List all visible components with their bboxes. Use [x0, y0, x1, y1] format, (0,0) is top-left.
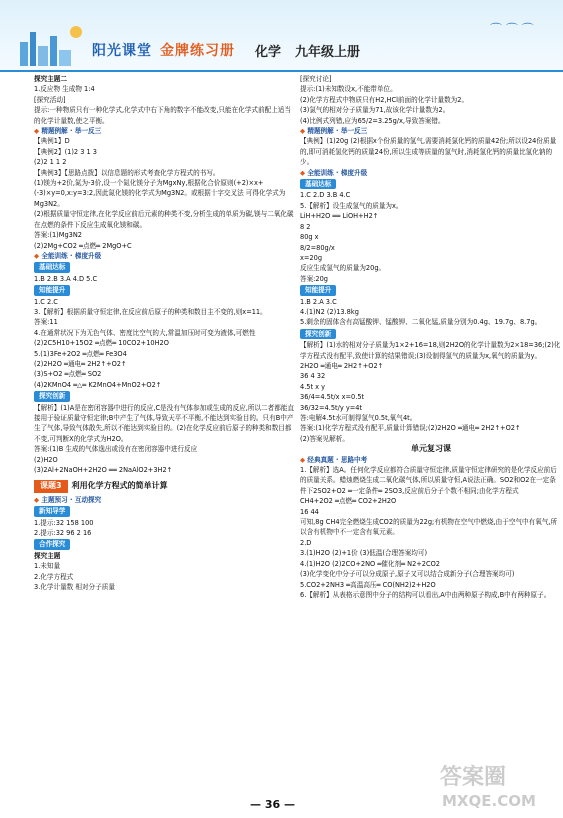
right-line: CH4+2O2 ═点燃═ CO2+2H2O: [300, 497, 397, 506]
right-line: 答案:(1)化学方程式没有配平,质量计算错误;(2)2H2O ═通电═ 2H2↑+O2↑: [300, 424, 521, 433]
right-line: 答案:20g: [300, 274, 328, 283]
page-number: — 36 —: [250, 798, 295, 811]
left-line: 【典例2】(1)2 3 1 3: [34, 147, 97, 156]
left-column: [34, 74, 296, 593]
watermark-logo: [440, 760, 558, 816]
subsection-bar: 合作探究: [34, 539, 70, 549]
lesson-title: 利用化学方程式的简单计算: [71, 481, 168, 491]
subject-label: 化学: [255, 45, 282, 60]
birds-icon: ⌒ ⌒ ⌒: [490, 22, 534, 36]
right-column: [300, 74, 562, 600]
section-heading: ◆ 全能训练 · 梯度升级: [34, 251, 296, 261]
subsection-bar: 探究创新: [300, 329, 336, 339]
left-line: 答案:11: [34, 318, 58, 327]
section-heading: ◆ 精题例解 · 举一反三: [34, 126, 296, 136]
left-line: [探究活动]: [34, 95, 66, 104]
brand-series: 金牌练习册: [160, 43, 235, 59]
left-line: 2.提示:32 96 2 16: [34, 529, 92, 538]
right-line: 1.C 2.D 3.B 4.C: [300, 191, 351, 200]
right-line: x=20g: [300, 253, 323, 262]
left-line: (2)2 1 1 2: [34, 158, 67, 167]
right-line: 5.【解析】设生成氢气的质量为x。: [300, 201, 403, 210]
right-line: 4.(1)H2O (2)2CO+2NO ═催化剂═ N2+2CO2: [300, 559, 440, 568]
right-line: 3.(1)H2O (2)+1价 (3)低温(合理答案均可): [300, 549, 428, 558]
book-title: [255, 41, 374, 60]
right-line: 16 44: [300, 507, 319, 516]
lesson-badge: 课题3: [34, 480, 68, 492]
left-line: 【解析】(1)A是在密闭容器中进行的反应,C是没有气体参加或生成的反应,所以二者都能直接用于验证质量守恒定律;B中产生了气体,导致天平不平衡,不能达到实验目的。只有B中产生了气体,导致气体散失,所以不能达到实验目的。(2)在化学反应前后原子的种类和数目都不变,可判断X的化学式为H2O。: [34, 403, 295, 443]
right-line: 2.D: [300, 538, 312, 547]
right-line: 1.B 2.A 3.C: [300, 297, 337, 306]
right-line: 6.【解析】从表格示意图中分子的结构可以看出,A中由两种原子构成,B中有两种原子。: [300, 590, 551, 599]
page-header: [0, 0, 563, 72]
right-line: (2)化学方程式中物质只有H2,HCl前面的化学计量数为2。: [300, 95, 469, 104]
grade-label: 九年级上册: [295, 45, 361, 60]
right-line: 4.(1)N2 (2)13.8kg: [300, 307, 359, 316]
right-line: 答:电解4.5t水可制得氢气0.5t,氧气4t。: [300, 414, 417, 422]
right-line: 【解析】(1)水的相对分子质量为1×2+16=18,则2H2O的化学计量数为2×18=36;(2)化学方程式没有配平,致使计算的结果错误;(3)设制得氢气的质量为x,氧气的质量为y。: [300, 341, 561, 360]
left-line: (1)镁为+2价,氮为-3价,设一个氮化镁分子为MgxNy,根据化合价原则(+2)×x+(-3)×y=0,x:y=3:2,因此氮化镁的化学式为Mg3N2。或根据十字交叉法 可得化学式为Mg3N2。: [34, 179, 286, 208]
left-line: 3.【解析】根据质量守恒定律,在反应前后原子的种类和数目主不变的,则x=11。: [34, 307, 267, 316]
left-line: (2)2Mg+CO2 ═点燃═ 2MgO+C: [34, 241, 132, 250]
left-line: 答案:(1)Mg3N2: [34, 231, 82, 240]
section-heading: ◆ 精题例解 · 举一反三: [300, 126, 562, 136]
subsection-bar: 知能提升: [34, 285, 70, 295]
right-line: 36 4 32: [300, 372, 326, 381]
watermark-text: 答案圈: [440, 765, 507, 790]
right-line: 36/4=4.5t/x x=0.5t: [300, 393, 365, 402]
left-line: 探究主题二: [34, 75, 67, 83]
right-line: (3)化学变化中分子可以分成原子,原子又可以结合成新分子(合理答案均可): [300, 570, 515, 579]
subsection-bar: 基础达标: [34, 262, 70, 272]
right-line: LiH+H2O ══ LiOH+H2↑: [300, 212, 379, 221]
right-line: 提示:(1)未知数设x,不能带单位。: [300, 85, 397, 94]
left-line: (2)2C5H10+15O2 ═点燃═ 10CO2+10H2O: [34, 339, 169, 348]
left-line: 答案:(1)B 生成的气体逸出或没有在密闭容器中进行反应: [34, 445, 198, 454]
subsection-bar: 知能提升: [300, 285, 336, 295]
subsection-bar: 基础达标: [300, 179, 336, 189]
right-line: 反应生成氢气的质量为20g。: [300, 264, 386, 273]
left-line: 【典例3】【思路点拨】以信息题的形式考查化学方程式的书写。: [34, 168, 220, 177]
right-line: (4)比例式列错,应为65/2=3.25g/x,导致答案错。: [300, 116, 445, 125]
watermark-url: MXQE.COM: [442, 792, 536, 810]
section-heading: ◆ 全能训练 · 梯度升级: [300, 168, 562, 178]
left-line: (2)根据质量守恒定律,在化学反应前后元素的种类不变,分析生成的单质为碳,镁与二氧化碳在点燃的条件下反应生成氧化镁和碳。: [34, 210, 294, 229]
left-line: (3)S+O2 ═点燃═ SO2: [34, 370, 102, 379]
subsection-bar: 探究创新: [34, 391, 70, 401]
left-line: 提示:一种物质只有一种化学式,化学式中右下角的数字不能改变,只能在化学式前配上适当的化学计量数,使之平衡。: [34, 106, 291, 125]
right-line: (3)氯气的相对分子质量为71,故该化学计量数为2。: [300, 106, 450, 115]
right-line: 5.剩余的固体含有高锰酸钾、锰酸钾、二氧化锰,质量分别为0.4g、19.7g、8.7g。: [300, 318, 542, 327]
right-line: 80g x: [300, 233, 319, 242]
left-line: 5.(1)3Fe+2O2 ═点燃═ Fe3O4: [34, 349, 127, 358]
left-line: 1.C 2.C: [34, 297, 58, 306]
left-line: 2.化学方程式: [34, 572, 74, 581]
left-line: (3)2Al+2NaOH+2H2O ══ 2NaAlO2+3H2↑: [34, 466, 173, 475]
right-line: [探究讨论]: [300, 75, 332, 83]
right-line: (2)答案见解析。: [300, 434, 349, 443]
left-line: (2)2H2O ═通电═ 2H2↑+O2↑: [34, 359, 127, 368]
left-line: 4.在通常状况下为无色气体、密度比空气的大,常温加压时可变为液体,可燃性: [34, 328, 256, 337]
right-line: 1.【解析】选A。任何化学反应都符合质量守恒定律,质量守恒定律研究的是化学反应前后的质量关系。蜡烛燃烧生成二氧化碳气体,所以质量守恒,A说法正确。SO2和O2在一定条件下2SO2+O2 ═一定条件═ 2SO3,反应前后分子个数不相同;由化学方程式: [300, 466, 557, 495]
left-line: 【典例1】D: [34, 137, 70, 146]
right-line: 2H2O ═通电═ 2H2↑+O2↑: [300, 361, 384, 370]
right-line: 8 2: [300, 222, 311, 231]
right-line: 可知,8g CH4完全燃烧生成CO2的质量为22g;有机物在空气中燃烧,由于空气中有氧气,所以含有机物中不一定含有氧元素。: [300, 518, 558, 537]
right-line: 8/2=80g/x: [300, 243, 335, 252]
brand-name: 阳光课堂: [92, 43, 152, 59]
left-line: 1.B 2.B 3.A 4.D 5.C: [34, 274, 98, 283]
right-line: 4.5t x y: [300, 382, 326, 391]
right-line: 5.CO2+2NH3 ═高温高压═ CO(NH2)2+H2O: [300, 580, 436, 589]
left-line: (2)H2O: [34, 455, 58, 464]
section-heading: ◆ 主题预习 · 互动探究: [34, 495, 296, 505]
section-heading: ◆ 经典真题 · 思路中考: [300, 455, 562, 465]
left-line: (4)2KMnO4 ═△═ K2MnO4+MnO2+O2↑: [34, 380, 162, 389]
city-skyline-logo: [18, 22, 88, 66]
left-line: 3.化学计量数 相对分子质量: [34, 583, 115, 592]
left-line: 1.未知量: [34, 562, 61, 571]
left-line: 探究主题: [34, 551, 61, 560]
brand-title: [92, 40, 235, 60]
right-line: 36/32=4.5t/y y=4t: [300, 403, 363, 412]
left-line: 1.反应物 生成物 1:4: [34, 85, 95, 94]
left-line: 1.提示:32 158 100: [34, 518, 94, 527]
right-line: 【典例】(1)20g (2)根据x个份质量的氢气,需要消耗氯化钙的质量42份;所以设24份质量的,即可消耗氢化钙的质量24份,所以生成等质量的氢气时,消耗氢化钙的质量比氢化钠的少。: [300, 137, 557, 167]
unit-review-title: 单元复习课: [411, 444, 451, 454]
subsection-bar: 新知导学: [34, 506, 70, 516]
